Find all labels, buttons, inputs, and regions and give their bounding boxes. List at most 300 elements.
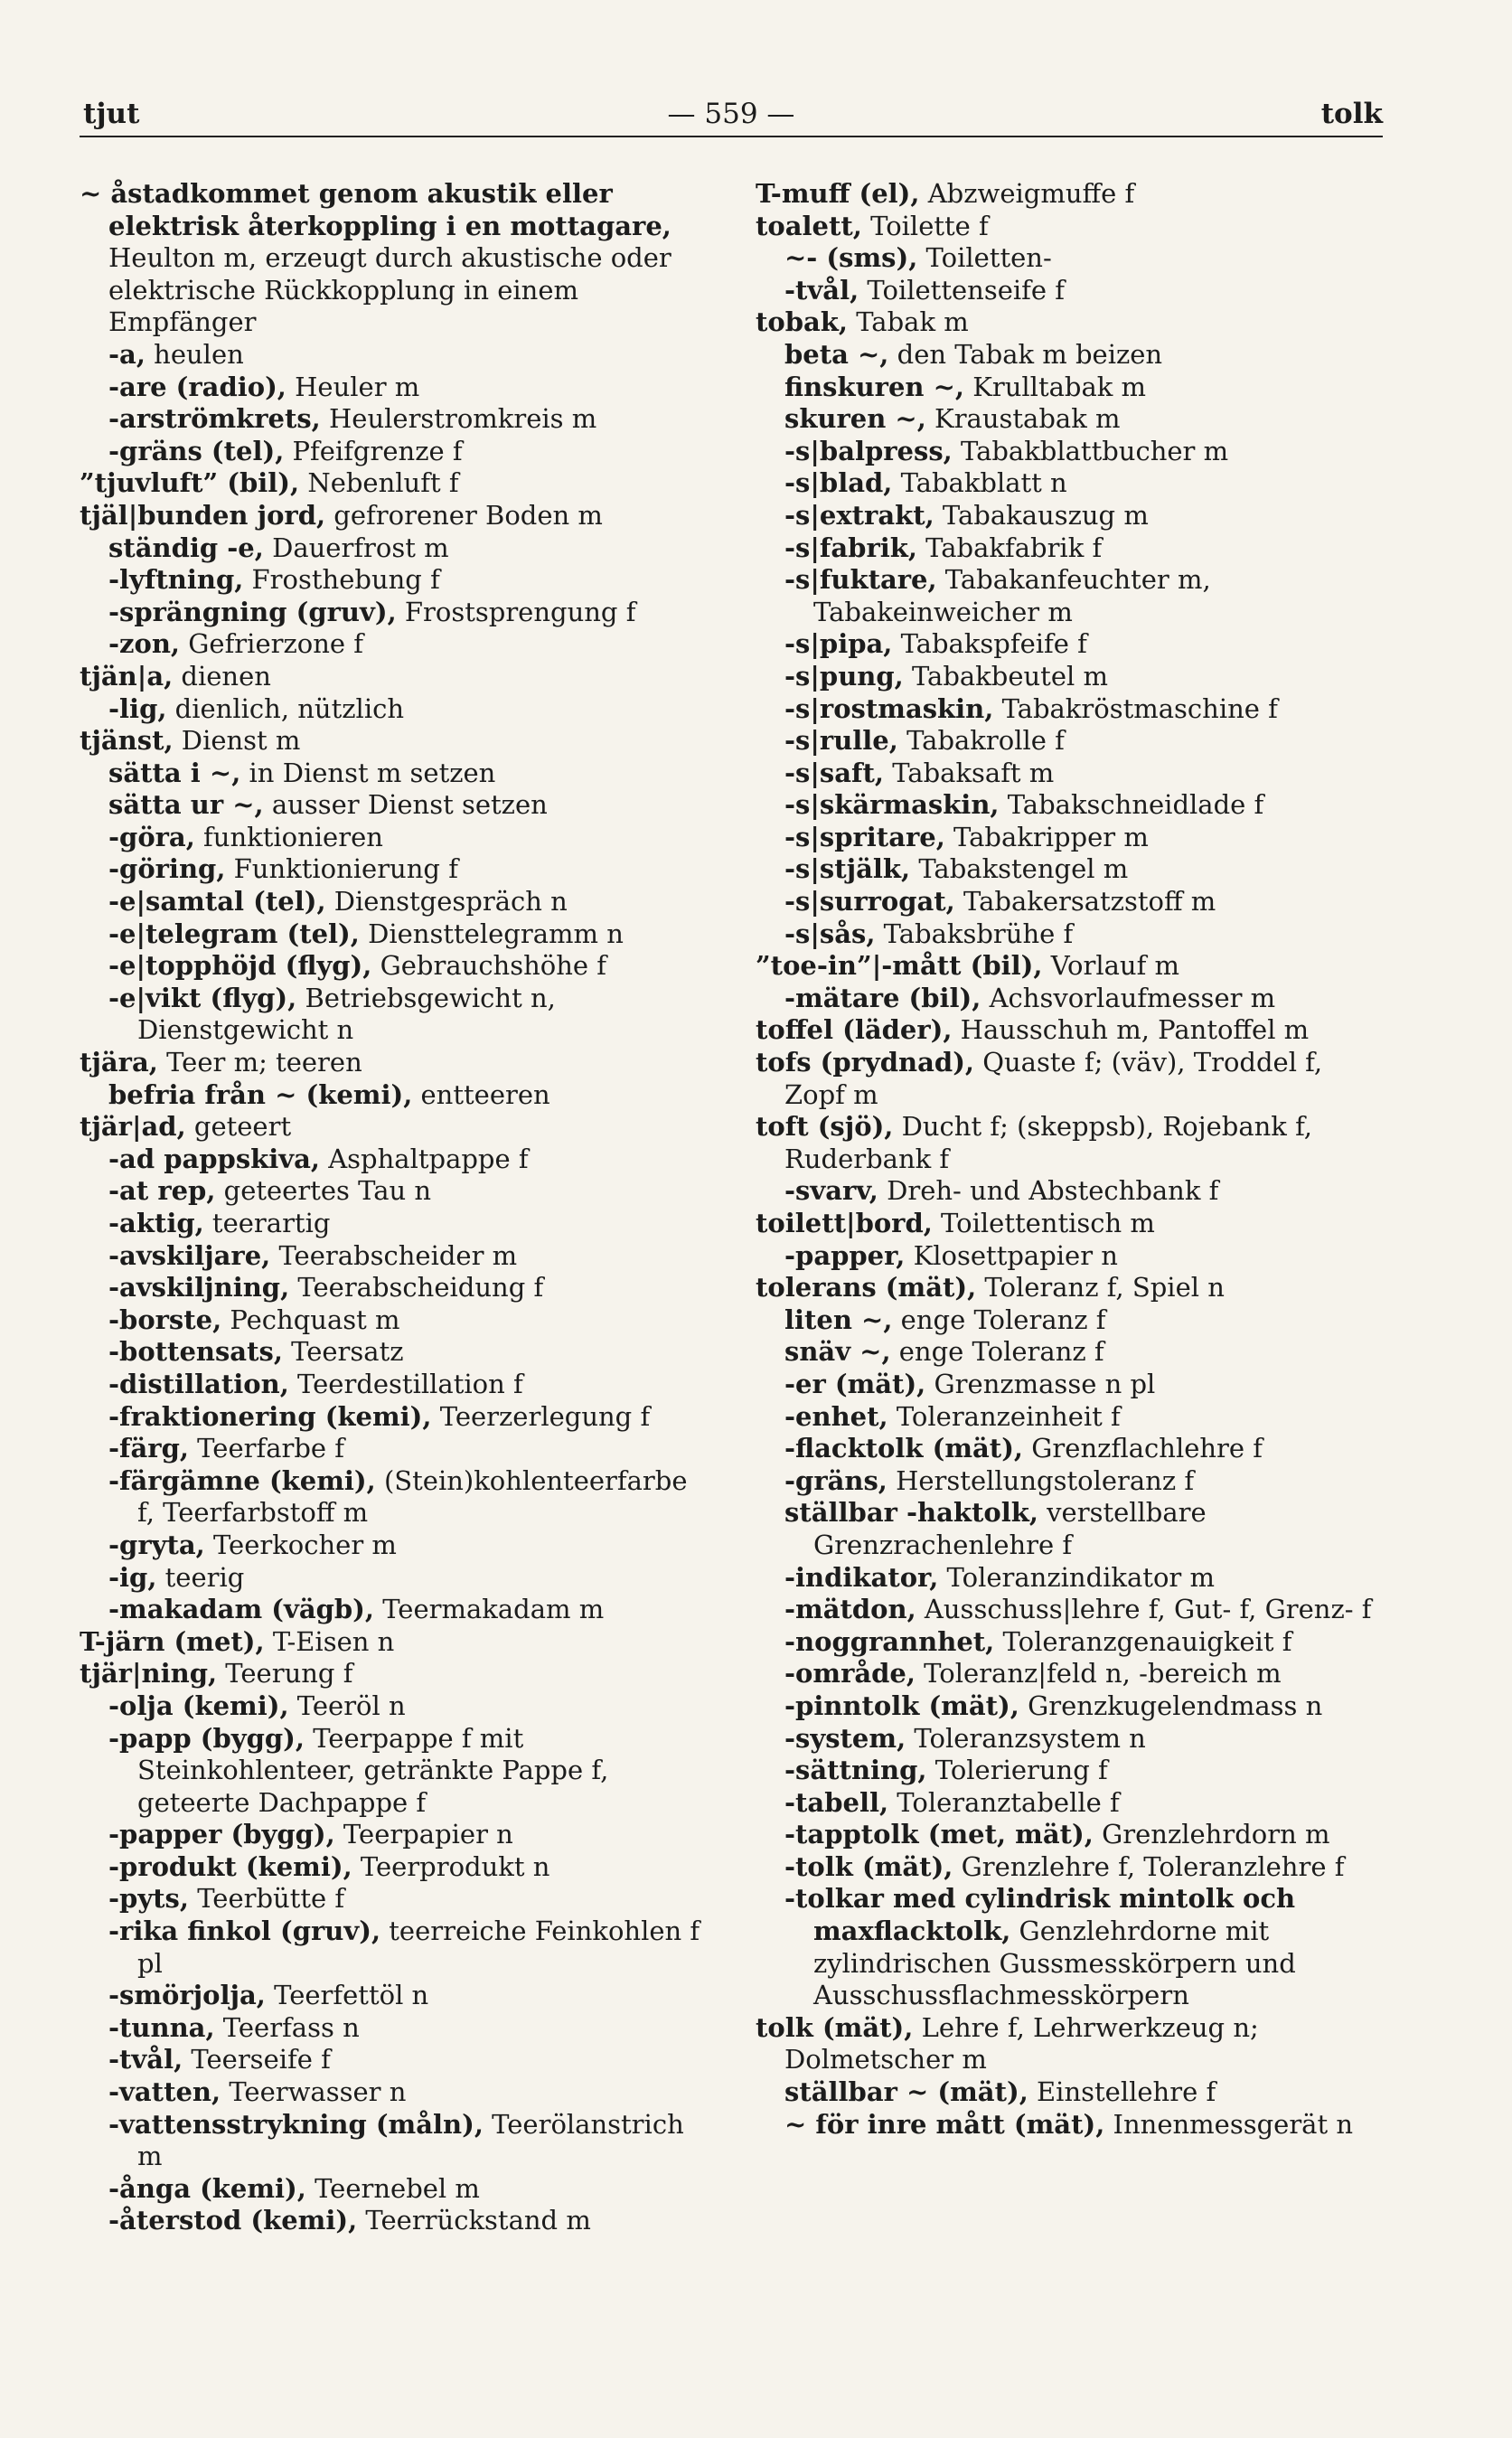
dictionary-entry bbox=[756, 1014, 1388, 1047]
entry-headword: -makadam (vägb), bbox=[108, 1594, 374, 1625]
entry-headword: sätta i ~, bbox=[108, 757, 241, 788]
entry-headword: tjär|ning, bbox=[80, 1658, 218, 1690]
entry-translation: Teerseife f bbox=[183, 2044, 331, 2076]
entry-translation: Genzlehrdorne mit zylindrischen Gussmesskörpern und Ausschussflachmesskörpern bbox=[813, 1916, 1296, 2011]
dictionary-entry bbox=[80, 1240, 712, 1273]
entry-headword: -svarv, bbox=[784, 1175, 878, 1207]
dictionary-entry bbox=[80, 950, 712, 983]
entry-headword: -gräns (tel), bbox=[108, 435, 285, 466]
dictionary-entry bbox=[80, 1208, 712, 1240]
entry-headword: ställbar -haktolk, bbox=[784, 1497, 1038, 1529]
entry-translation: Dauerfrost m bbox=[263, 532, 449, 563]
dictionary-entry bbox=[80, 1626, 712, 1659]
dictionary-entry bbox=[756, 822, 1388, 854]
entry-headword: -indikator, bbox=[784, 1561, 939, 1593]
dictionary-entry bbox=[80, 853, 712, 886]
entry-headword: -s|fabrik, bbox=[784, 532, 917, 563]
entry-headword: tolerans (mät), bbox=[756, 1272, 977, 1304]
entry-translation: Klosettpapier n bbox=[905, 1239, 1118, 1271]
entry-headword: -papper, bbox=[784, 1239, 906, 1271]
dictionary-entry bbox=[756, 564, 1388, 628]
entry-headword: liten ~, bbox=[784, 1304, 893, 1335]
entry-translation: Toiletten- bbox=[917, 242, 1052, 274]
entry-headword: -s|fuktare, bbox=[784, 564, 937, 596]
dictionary-entry bbox=[80, 1594, 712, 1626]
dictionary-entry bbox=[80, 1369, 712, 1401]
entry-headword: -s|skärmaskin, bbox=[784, 789, 1000, 821]
dictionary-entry bbox=[80, 2173, 712, 2206]
entry-translation: Tabakbeutel m bbox=[903, 660, 1108, 692]
entry-headword: -s|stjälk, bbox=[784, 853, 911, 885]
entry-translation: Innenmessgerät n bbox=[1104, 2108, 1354, 2140]
entry-translation: Toleranz f, Spiel n bbox=[976, 1272, 1225, 1304]
entry-headword: -papp (bygg), bbox=[108, 1722, 305, 1754]
entry-translation: Teerung f bbox=[217, 1658, 353, 1690]
entry-headword: ”tjuvluft” (bil), bbox=[80, 467, 300, 499]
entry-headword: -s|spritare, bbox=[784, 821, 945, 852]
entry-translation: Grenzkugelendmass n bbox=[1019, 1690, 1323, 1721]
dictionary-entry bbox=[80, 1175, 712, 1208]
entry-headword: -bottensats, bbox=[108, 1336, 283, 1368]
entry-headword: -arströmkrets, bbox=[108, 403, 321, 435]
entry-headword: -e|telegram (tel), bbox=[108, 918, 360, 949]
dictionary-entry bbox=[80, 178, 712, 339]
dictionary-entry bbox=[80, 725, 712, 758]
entry-translation: Tabakanfeuchter m, Tabakeinweicher m bbox=[813, 564, 1211, 627]
entry-headword: -göring, bbox=[108, 853, 226, 885]
entry-headword: -er (mät), bbox=[784, 1368, 926, 1399]
dictionary-entry bbox=[756, 1240, 1388, 1273]
entry-headword: -borste, bbox=[108, 1304, 222, 1335]
dictionary-entry bbox=[80, 1401, 712, 1434]
dictionary-entry bbox=[80, 1530, 712, 1562]
entry-translation: Gebrauchshöhe f bbox=[371, 950, 607, 982]
left-column bbox=[80, 178, 712, 2237]
entry-headword: -papper (bygg), bbox=[108, 1819, 335, 1850]
entry-headword: -noggrannhet, bbox=[784, 1625, 995, 1657]
dictionary-entry bbox=[80, 532, 712, 565]
entry-translation: Teerfass n bbox=[214, 2011, 360, 2043]
dictionary-entry bbox=[80, 2044, 712, 2076]
entry-headword: -s|surrogat, bbox=[784, 886, 955, 918]
dictionary-entry bbox=[80, 1465, 712, 1530]
entry-translation: Teer m; teeren bbox=[157, 1047, 362, 1078]
dictionary-entry bbox=[756, 1690, 1388, 1723]
dictionary-entry bbox=[80, 339, 712, 372]
dictionary-entry bbox=[756, 1883, 1388, 2011]
dictionary-entry bbox=[756, 661, 1388, 693]
entry-translation: Diensttelegramm n bbox=[359, 918, 624, 949]
entry-translation: Tabakstengel m bbox=[910, 853, 1129, 885]
entry-translation: Tabakfabrik f bbox=[916, 532, 1103, 563]
entry-translation: Vorlauf m bbox=[1042, 950, 1180, 982]
entry-translation: Dienst m bbox=[173, 725, 301, 757]
entry-headword: -distillation, bbox=[108, 1368, 289, 1399]
dictionary-entry bbox=[80, 1690, 712, 1723]
entry-translation: Grenzmasse n pl bbox=[925, 1368, 1156, 1399]
entry-headword: -ånga (kemi), bbox=[108, 2172, 306, 2204]
dictionary-entry bbox=[80, 1079, 712, 1112]
entry-translation: Grenzlehre f, Toleranzlehre f bbox=[953, 1850, 1345, 1882]
entry-headword: finskuren ~, bbox=[784, 371, 964, 402]
dictionary-entry bbox=[756, 1047, 1388, 1111]
entry-translation: T-Eisen n bbox=[264, 1625, 395, 1657]
entry-headword: T-järn (met), bbox=[80, 1625, 265, 1657]
entry-headword: snäv ~, bbox=[784, 1336, 891, 1368]
entry-translation: Tabaksbrühe f bbox=[875, 918, 1074, 949]
entry-translation: Teerpapier n bbox=[334, 1819, 513, 1850]
entry-translation: Toleranzsystem n bbox=[906, 1722, 1146, 1754]
entry-translation: Frostsprengung f bbox=[396, 596, 636, 627]
header-left-guideword: tjut bbox=[83, 98, 140, 130]
dictionary-entry bbox=[756, 1594, 1388, 1626]
entry-headword: toilett|bord, bbox=[756, 1208, 933, 1238]
entry-translation: Achsvorlaufmesser m bbox=[981, 982, 1276, 1013]
dictionary-entry bbox=[80, 1819, 712, 1851]
dictionary-entry bbox=[756, 306, 1388, 339]
dictionary-entry bbox=[80, 597, 712, 629]
entry-translation: teerartig bbox=[203, 1208, 331, 1238]
entry-translation: enge Toleranz f bbox=[892, 1304, 1106, 1335]
dictionary-entry bbox=[80, 661, 712, 693]
entry-translation: Heulerstromkreis m bbox=[320, 403, 597, 435]
entry-translation: Teersatz bbox=[282, 1336, 404, 1368]
entry-headword: ~ för inre mått (mät), bbox=[784, 2108, 1105, 2140]
entry-headword: -s|extrakt, bbox=[784, 499, 934, 531]
entry-translation: Hausschuh m, Pantoffel m bbox=[952, 1014, 1310, 1046]
dictionary-entry bbox=[80, 403, 712, 436]
entry-headword: -s|sås, bbox=[784, 918, 876, 949]
entry-headword: befria från ~ (kemi), bbox=[108, 1078, 413, 1110]
entry-headword: -återstod (kemi), bbox=[108, 2205, 358, 2236]
entry-translation: Teerölanstrich m bbox=[137, 2108, 684, 2172]
dictionary-entry bbox=[80, 2076, 712, 2109]
dictionary-entry bbox=[756, 403, 1388, 436]
entry-translation: Teerbütte f bbox=[188, 1883, 345, 1915]
dictionary-entry bbox=[756, 983, 1388, 1015]
entry-translation: Abzweigmuffe f bbox=[919, 178, 1135, 209]
dictionary-entry bbox=[80, 1562, 712, 1595]
dictionary-entry bbox=[756, 500, 1388, 532]
dictionary-entry bbox=[80, 2012, 712, 2045]
dictionary-entry bbox=[80, 1916, 712, 1980]
entry-headword: -s|balpress, bbox=[784, 435, 953, 466]
entry-translation: Tabakspfeife f bbox=[892, 628, 1087, 660]
entry-translation: Tabakripper m bbox=[944, 821, 1149, 852]
dictionary-entry bbox=[756, 1819, 1388, 1851]
entry-headword: -tapptolk (met, mät), bbox=[784, 1819, 1094, 1850]
dictionary-entry bbox=[756, 1304, 1388, 1337]
entry-translation: Toilette f bbox=[861, 210, 989, 241]
dictionary-entry bbox=[80, 1047, 712, 1079]
entry-translation: geteert bbox=[185, 1111, 292, 1143]
entry-translation: geteertes Tau n bbox=[215, 1175, 432, 1207]
entry-headword: toft (sjö), bbox=[756, 1111, 894, 1143]
dictionary-entry bbox=[756, 275, 1388, 307]
dictionary-entry bbox=[80, 564, 712, 597]
entry-translation: Toilettentisch m bbox=[932, 1208, 1155, 1238]
entry-translation: Tabakauszug m bbox=[934, 499, 1149, 531]
entry-headword: -ig, bbox=[108, 1561, 157, 1593]
entry-translation: Tabakblattbucher m bbox=[952, 435, 1229, 466]
entry-translation: Teerzerlegung f bbox=[431, 1400, 651, 1432]
dictionary-entry bbox=[80, 436, 712, 468]
entry-translation: Toleranz|feld n, -bereich m bbox=[915, 1658, 1282, 1690]
dictionary-entry bbox=[80, 628, 712, 661]
entry-translation: heulen bbox=[145, 338, 244, 370]
entry-translation: Teerrückstand m bbox=[357, 2205, 591, 2236]
dictionary-entry bbox=[756, 2076, 1388, 2109]
entry-translation: Asphaltpappe f bbox=[320, 1143, 529, 1174]
entry-translation: Einstellehre f bbox=[1028, 2076, 1216, 2108]
dictionary-entry bbox=[80, 918, 712, 951]
dictionary-entry bbox=[80, 1144, 712, 1176]
entry-headword: tobak, bbox=[756, 306, 848, 338]
entry-headword: -s|saft, bbox=[784, 757, 884, 788]
entry-translation: Dienstgespräch n bbox=[325, 886, 568, 918]
entry-headword: -rika finkol (gruv), bbox=[108, 1916, 381, 1947]
dictionary-entry bbox=[756, 693, 1388, 726]
entry-translation: enge Toleranz f bbox=[890, 1336, 1104, 1368]
entry-translation: Toleranzindikator m bbox=[938, 1561, 1215, 1593]
entry-headword: -gryta, bbox=[108, 1529, 205, 1560]
entry-translation: Tabakschneidlade f bbox=[999, 789, 1264, 821]
dictionary-entry bbox=[756, 1723, 1388, 1756]
dictionary-entry bbox=[80, 822, 712, 854]
dictionary-entry bbox=[756, 1465, 1388, 1498]
entry-translation: Teerwasser n bbox=[221, 2076, 407, 2108]
entry-translation: Grenzlehrdorn m bbox=[1093, 1819, 1330, 1850]
dictionary-entry bbox=[80, 983, 712, 1047]
entry-translation: Herstellungstoleranz f bbox=[887, 1464, 1195, 1496]
entry-headword: -a, bbox=[108, 338, 146, 370]
entry-translation: Lehre f, Lehrwerkzeug n; Dolmetscher m bbox=[784, 2011, 1259, 2076]
dictionary-entry bbox=[756, 436, 1388, 468]
entry-translation: Toleranzeinheit f bbox=[887, 1400, 1121, 1432]
dictionary-entry bbox=[756, 1111, 1388, 1175]
entry-headword: -are (radio), bbox=[108, 371, 286, 402]
entry-translation: Teeröl n bbox=[288, 1690, 406, 1721]
dictionary-entry bbox=[756, 2109, 1388, 2141]
entry-translation: Teerabscheidung f bbox=[289, 1272, 544, 1304]
entry-headword: -mätdon, bbox=[784, 1594, 916, 1625]
entry-translation: Teerdestillation f bbox=[288, 1368, 523, 1399]
entry-translation: Pfeifgrenze f bbox=[284, 435, 463, 466]
entry-translation: (Stein)kohlenteerfarbe f, Teerfarbstoff m bbox=[137, 1464, 688, 1529]
entry-translation: Nebenluft f bbox=[299, 467, 459, 499]
entry-translation: dienen bbox=[173, 660, 271, 692]
entry-translation: Grenzflachlehre f bbox=[1023, 1433, 1263, 1464]
entry-translation: Teerprodukt n bbox=[352, 1850, 550, 1882]
entry-translation: Teermakadam m bbox=[373, 1594, 605, 1625]
dictionary-entry bbox=[756, 178, 1388, 211]
entry-headword: -lig, bbox=[108, 692, 167, 724]
dictionary-entry bbox=[756, 1336, 1388, 1369]
dictionary-entry bbox=[80, 372, 712, 404]
entry-translation: Tabak m bbox=[848, 306, 969, 338]
entry-translation: Teerpappe f mit Steinkohlenteer, getränkte Pappe f, geteerte Dachpappe f bbox=[137, 1722, 609, 1818]
dictionary-entry bbox=[80, 1723, 712, 1820]
dictionary-entry bbox=[80, 1851, 712, 1884]
entry-translation: funktionieren bbox=[194, 821, 383, 852]
dictionary-entry bbox=[756, 1562, 1388, 1595]
dictionary-entry bbox=[80, 1304, 712, 1337]
entry-headword: -aktig, bbox=[108, 1208, 204, 1238]
entry-headword: -pyts, bbox=[108, 1883, 189, 1915]
dictionary-entry bbox=[80, 1883, 712, 1916]
entry-headword: beta ~, bbox=[784, 338, 889, 370]
dictionary-entry bbox=[756, 853, 1388, 886]
dictionary-entry bbox=[756, 1272, 1388, 1304]
entry-headword: -färgämne (kemi), bbox=[108, 1464, 376, 1496]
entry-translation: Teerkocher m bbox=[204, 1529, 397, 1560]
dictionary-entry bbox=[756, 1658, 1388, 1690]
dictionary-entry bbox=[80, 1111, 712, 1144]
entry-headword: T-muff (el), bbox=[756, 178, 920, 209]
entry-headword: -färg, bbox=[108, 1433, 189, 1464]
dictionary-entry bbox=[756, 1401, 1388, 1434]
entry-translation: Betriebsgewicht n, Dienstgewicht n bbox=[137, 982, 556, 1046]
entry-headword: -pinntolk (mät), bbox=[784, 1690, 1019, 1721]
entry-headword: tjäl|bunden jord, bbox=[80, 499, 326, 531]
dictionary-entry bbox=[756, 1208, 1388, 1240]
entry-translation: Teerfettöl n bbox=[265, 1980, 429, 2011]
right-column bbox=[756, 178, 1388, 2141]
entry-headword: -sprängning (gruv), bbox=[108, 596, 397, 627]
entry-headword: tjän|a, bbox=[80, 660, 174, 692]
entry-translation: Ausschuss|lehre f, Gut- f, Grenz- f bbox=[916, 1594, 1372, 1625]
entry-translation: Tabakersatzstoff m bbox=[954, 886, 1216, 918]
dictionary-entry bbox=[756, 950, 1388, 983]
entry-headword: -lyftning, bbox=[108, 564, 244, 596]
entry-translation: Funktionierung f bbox=[225, 853, 458, 885]
entry-headword: -avskiljare, bbox=[108, 1239, 271, 1271]
entry-translation: dienlich, nützlich bbox=[166, 692, 405, 724]
entry-headword: sätta ur ~, bbox=[108, 789, 264, 821]
dictionary-entry bbox=[80, 886, 712, 918]
entry-headword: -mätare (bil), bbox=[784, 982, 981, 1013]
entry-translation: teerreiche Feinkohlen f pl bbox=[137, 1916, 700, 1979]
dictionary-entry bbox=[80, 1658, 712, 1690]
dictionary-entry bbox=[756, 467, 1388, 500]
dictionary-entry bbox=[80, 1433, 712, 1465]
entry-headword: -vattensstrykning (måln), bbox=[108, 2108, 484, 2140]
entry-translation: gefrorener Boden m bbox=[325, 499, 603, 531]
entry-headword: -at rep, bbox=[108, 1175, 216, 1207]
entry-translation: Heuler m bbox=[286, 371, 420, 402]
page-number: — 559 — bbox=[667, 98, 795, 130]
entry-headword: -tvål, bbox=[784, 274, 859, 306]
entry-headword: -tolk (mät), bbox=[784, 1850, 953, 1882]
entry-headword: -olja (kemi), bbox=[108, 1690, 289, 1721]
dictionary-entry bbox=[756, 1787, 1388, 1820]
dictionary-entry bbox=[80, 1272, 712, 1304]
entry-headword: ”toe-in”|-mått (bil), bbox=[756, 950, 1043, 982]
dictionary-entry bbox=[756, 628, 1388, 661]
entry-headword: -s|rulle, bbox=[784, 725, 898, 757]
entry-translation: Teernebel m bbox=[305, 2172, 480, 2204]
entry-headword: -tabell, bbox=[784, 1786, 889, 1818]
entry-headword: -tolkar med cylindrisk mintolk och maxflacktolk, bbox=[784, 1883, 1296, 1947]
dictionary-entry bbox=[756, 211, 1388, 243]
entry-translation: entteeren bbox=[412, 1078, 550, 1110]
dictionary-entry bbox=[756, 1626, 1388, 1659]
entry-headword: skuren ~, bbox=[784, 403, 926, 435]
entry-headword: toffel (läder), bbox=[756, 1014, 953, 1046]
entry-headword: -avskiljning, bbox=[108, 1272, 290, 1304]
entry-translation: den Tabak m beizen bbox=[888, 338, 1163, 370]
dictionary-entry bbox=[756, 1497, 1388, 1561]
entry-headword: -produkt (kemi), bbox=[108, 1850, 352, 1882]
dictionary-entry bbox=[756, 2012, 1388, 2076]
dictionary-entry bbox=[756, 725, 1388, 758]
entry-translation: teerig bbox=[156, 1561, 245, 1593]
entry-headword: tofs (prydnad), bbox=[756, 1047, 975, 1078]
dictionary-entry bbox=[80, 467, 712, 500]
entry-headword: tjänst, bbox=[80, 725, 174, 757]
entry-headword: -s|pipa, bbox=[784, 628, 893, 660]
entry-translation: Krulltabak m bbox=[963, 371, 1147, 402]
entry-headword: -smörjolja, bbox=[108, 1980, 266, 2011]
entry-translation: Quaste f; (väv), Troddel f, Zopf m bbox=[784, 1047, 1323, 1110]
entry-translation: Teerabscheider m bbox=[270, 1239, 518, 1271]
dictionary-entry bbox=[80, 500, 712, 532]
dictionary-entry bbox=[756, 1433, 1388, 1465]
entry-headword: toalett, bbox=[756, 210, 862, 241]
entry-translation: in Dienst m setzen bbox=[240, 757, 496, 788]
dictionary-entry bbox=[756, 918, 1388, 951]
entry-headword: tjär|ad, bbox=[80, 1111, 186, 1143]
entry-headword: -s|blad, bbox=[784, 467, 893, 499]
entry-headword: -vatten, bbox=[108, 2076, 221, 2108]
dictionary-entry bbox=[756, 758, 1388, 790]
entry-translation: Dreh- und Abstechbank f bbox=[878, 1175, 1219, 1207]
entry-headword: ~- (sms), bbox=[784, 242, 918, 274]
entry-headword: -e|samtal (tel), bbox=[108, 886, 326, 918]
entry-translation: Tabakrolle f bbox=[897, 725, 1065, 757]
header-right-guideword: tolk bbox=[1320, 98, 1383, 130]
page-header bbox=[80, 98, 1383, 137]
entry-translation: Heulton m, erzeugt durch akustische oder elektrische Rückkopplung in einem Empfänger bbox=[108, 242, 671, 338]
dictionary-entry bbox=[756, 1755, 1388, 1787]
dictionary-entry bbox=[756, 1851, 1388, 1884]
entry-translation: Tolerierung f bbox=[926, 1755, 1108, 1786]
entry-translation: Teerfarbe f bbox=[188, 1433, 345, 1464]
entry-headword: ständig -e, bbox=[108, 532, 264, 563]
entry-headword: ~ åstadkommet genom akustik eller elektrisk återkoppling i en mottagare, bbox=[80, 178, 671, 241]
entry-translation: Toilettenseife f bbox=[859, 274, 1065, 306]
dictionary-entry bbox=[756, 1175, 1388, 1208]
entry-headword: -flacktolk (mät), bbox=[784, 1433, 1024, 1464]
dictionary-entry bbox=[756, 1369, 1388, 1401]
entry-translation: ausser Dienst setzen bbox=[263, 789, 548, 821]
entry-translation: Toleranztabelle f bbox=[888, 1786, 1120, 1818]
entry-translation: Pechquast m bbox=[221, 1304, 400, 1335]
entry-translation: verstellbare Grenzrachenlehre f bbox=[813, 1497, 1207, 1560]
entry-translation: Toleranzgenauigkeit f bbox=[994, 1625, 1292, 1657]
entry-headword: -e|vikt (flyg), bbox=[108, 982, 297, 1013]
dictionary-entry bbox=[756, 339, 1388, 372]
entry-headword: -göra, bbox=[108, 821, 195, 852]
entry-headword: -s|rostmaskin, bbox=[784, 692, 994, 724]
entry-translation: Tabakröstmaschine f bbox=[993, 692, 1278, 724]
entry-headword: tjära, bbox=[80, 1047, 158, 1078]
dictionary-entry bbox=[756, 372, 1388, 404]
dictionary-entry bbox=[80, 1980, 712, 2012]
dictionary-entry bbox=[80, 2205, 712, 2237]
entry-translation: Kraustabak m bbox=[925, 403, 1121, 435]
dictionary-entry bbox=[756, 886, 1388, 918]
